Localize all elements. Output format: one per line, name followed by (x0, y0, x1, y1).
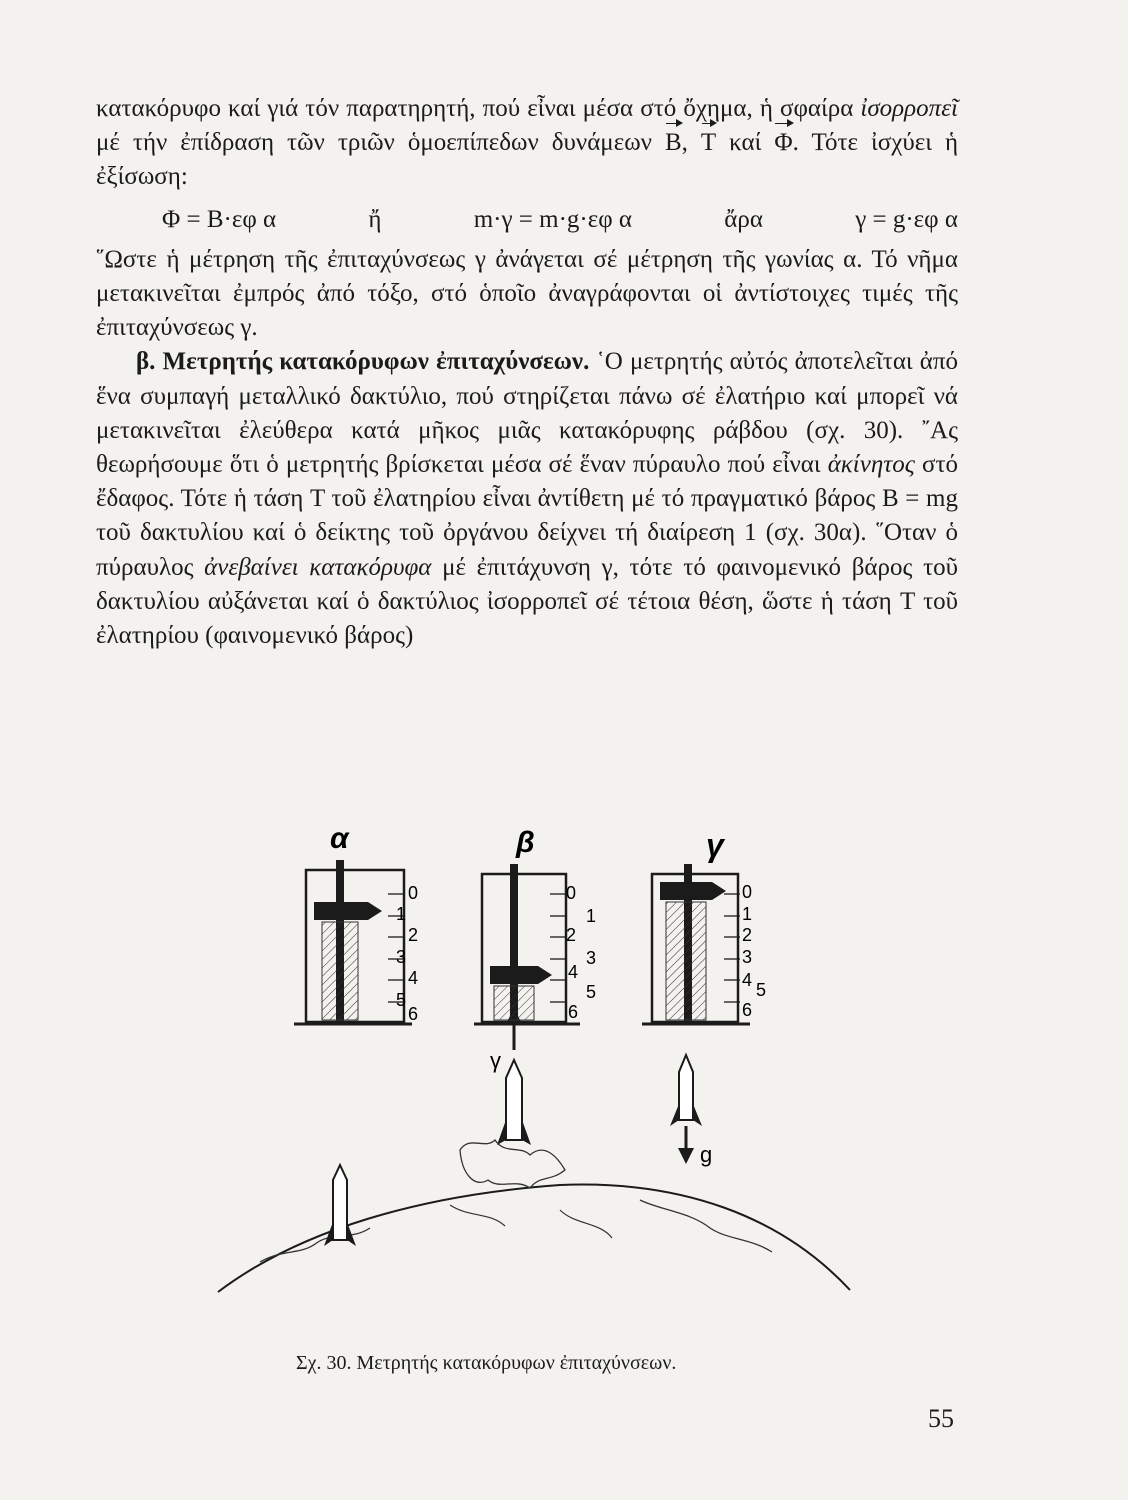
scale-mark: 3 (742, 947, 753, 967)
panel-gamma (642, 827, 766, 1025)
gravity-label: g (700, 1142, 713, 1167)
scale-mark: 2 (742, 925, 753, 945)
panel-beta (474, 826, 596, 1025)
scale-mark: 4 (408, 968, 419, 988)
text-span: . Τότε ἰσχύει ἡ ἐξίσωση: (96, 129, 959, 191)
rocket-rising-icon (460, 1008, 565, 1188)
text-span: ῾Ο μετρητής αὐτός ἀποτελεῖται ἀπό ἕνα συμπαγή μεταλλικό δακτύλιο, πού στηρίζεται πάνω σέ ἐλατήριο καί μπορεῖ νά μετακινεῖται ἐλεύθερα κατά μῆκος μιᾶς κατακόρυφης ράβδου (σχ. 30). ῎Ας θεωρήσουμε ὅτι ὁ μετρητής βρίσκεται μέσα σέ ἕναν πύραυλο πού εἶναι (96, 348, 958, 479)
accel-label: γ (490, 1048, 501, 1073)
rocket-grounded-icon (324, 1165, 356, 1246)
paragraph-2: ῞Ωστε ἡ μέτρηση τῆς ἐπιταχύνσεως γ ἀνάγεται σέ μέτρηση τῆς γωνίας α. Τό νῆμα μετακινεῖται ἐμπρός ἀπό τόξο, στό ὁποῖο ἀναγράφονται οἱ ἀντίστοιχες τιμές τῆς ἐπιταχύνσεως γ. (96, 245, 958, 342)
scale-gamma (724, 882, 766, 1020)
scale-mark: 6 (408, 1004, 419, 1024)
section-heading: β. Μετρητής κατακόρυφων ἐπιταχύνσεων. (136, 348, 590, 376)
scale-mark: 0 (408, 883, 419, 903)
text-span: , (681, 129, 701, 157)
scale-mark: 1 (586, 906, 597, 926)
rocket-falling-icon (670, 1055, 712, 1167)
page-number: 55 (928, 1404, 954, 1433)
scale-beta (550, 883, 596, 1022)
panel-alpha (294, 822, 418, 1025)
scale-mark: 4 (568, 962, 579, 982)
scale-mark: 2 (408, 925, 419, 945)
vector-b: B (665, 126, 682, 160)
scale-mark: 6 (568, 1002, 579, 1022)
panel-label-gamma: γ (706, 827, 724, 863)
vector-t: T (701, 126, 716, 160)
text-span: μέ ἐπιτάχυνση γ, τότε τό φαινομενικό βάρος τοῦ δακτυλίου αὐξάνεται καί ὁ δακτύλιος ἰσορροπεῖ σέ τέτοια θέση, ὥστε ἡ τάση T τοῦ ἐλατηρίου (φαινομενικό βάρος) (96, 553, 958, 650)
equation-part: γ = g·εφ α (855, 205, 958, 233)
text-span: κατακόρυφο καί γιά τόν παρατηρητή, πού εἶναι μέσα στό ὄχημα, ἡ σφαίρα (96, 95, 861, 122)
scale-mark: 3 (586, 948, 597, 968)
scale-mark: 5 (756, 980, 767, 1000)
scale-mark: 0 (742, 882, 753, 902)
scale-alpha (388, 883, 418, 1024)
scale-mark: 6 (742, 1000, 753, 1020)
text-span: μέ τήν ἐπίδραση τῶν τριῶν ὁμοεπίπεδων δυνάμεων (96, 129, 665, 157)
panel-label-beta: β (516, 826, 535, 859)
text-span: στό ἔδαφος. Τότε ἡ τάση T τοῦ ἐλατηρίου εἶναι ἀντίθετη μέ τό πραγματικό βάρος B = mg τοῦ δακτυλίου καί ὁ δείκτης τοῦ ὀργάνου δείχνει τή διαίρεση 1 (σχ. 30α). ῞Οταν ὁ πύραυλος (96, 451, 958, 581)
scale-mark: 5 (586, 982, 597, 1002)
italic-span: ἀκίνητος (827, 451, 915, 479)
vector-phi: Φ (774, 126, 792, 160)
equation-part: ἤ (368, 205, 382, 233)
scale-mark: 4 (742, 970, 753, 990)
figure-caption: Σχ. 30. Μετρητής κατακόρυφων ἐπιταχύνσεων. (296, 1352, 677, 1374)
equation-part: Φ = B·εφ α (162, 205, 277, 233)
scale-mark: 0 (566, 883, 577, 903)
scale-mark: 3 (396, 947, 407, 967)
italic-span: ἰσορροπεῖ (860, 95, 958, 122)
scale-mark: 5 (396, 990, 407, 1010)
italic-span: ἀνεβαίνει κατακόρυφα (204, 553, 432, 581)
scale-mark: 1 (742, 904, 753, 924)
text-span: καί (716, 129, 775, 157)
panel-label-alpha: α (330, 822, 349, 855)
equation-part: m·γ = m·g·εφ α (473, 205, 633, 233)
scale-mark: 2 (566, 925, 577, 945)
equation-part: ἄρα (724, 205, 763, 233)
earth-illustration (218, 1185, 850, 1292)
scale-mark: 1 (396, 904, 407, 924)
